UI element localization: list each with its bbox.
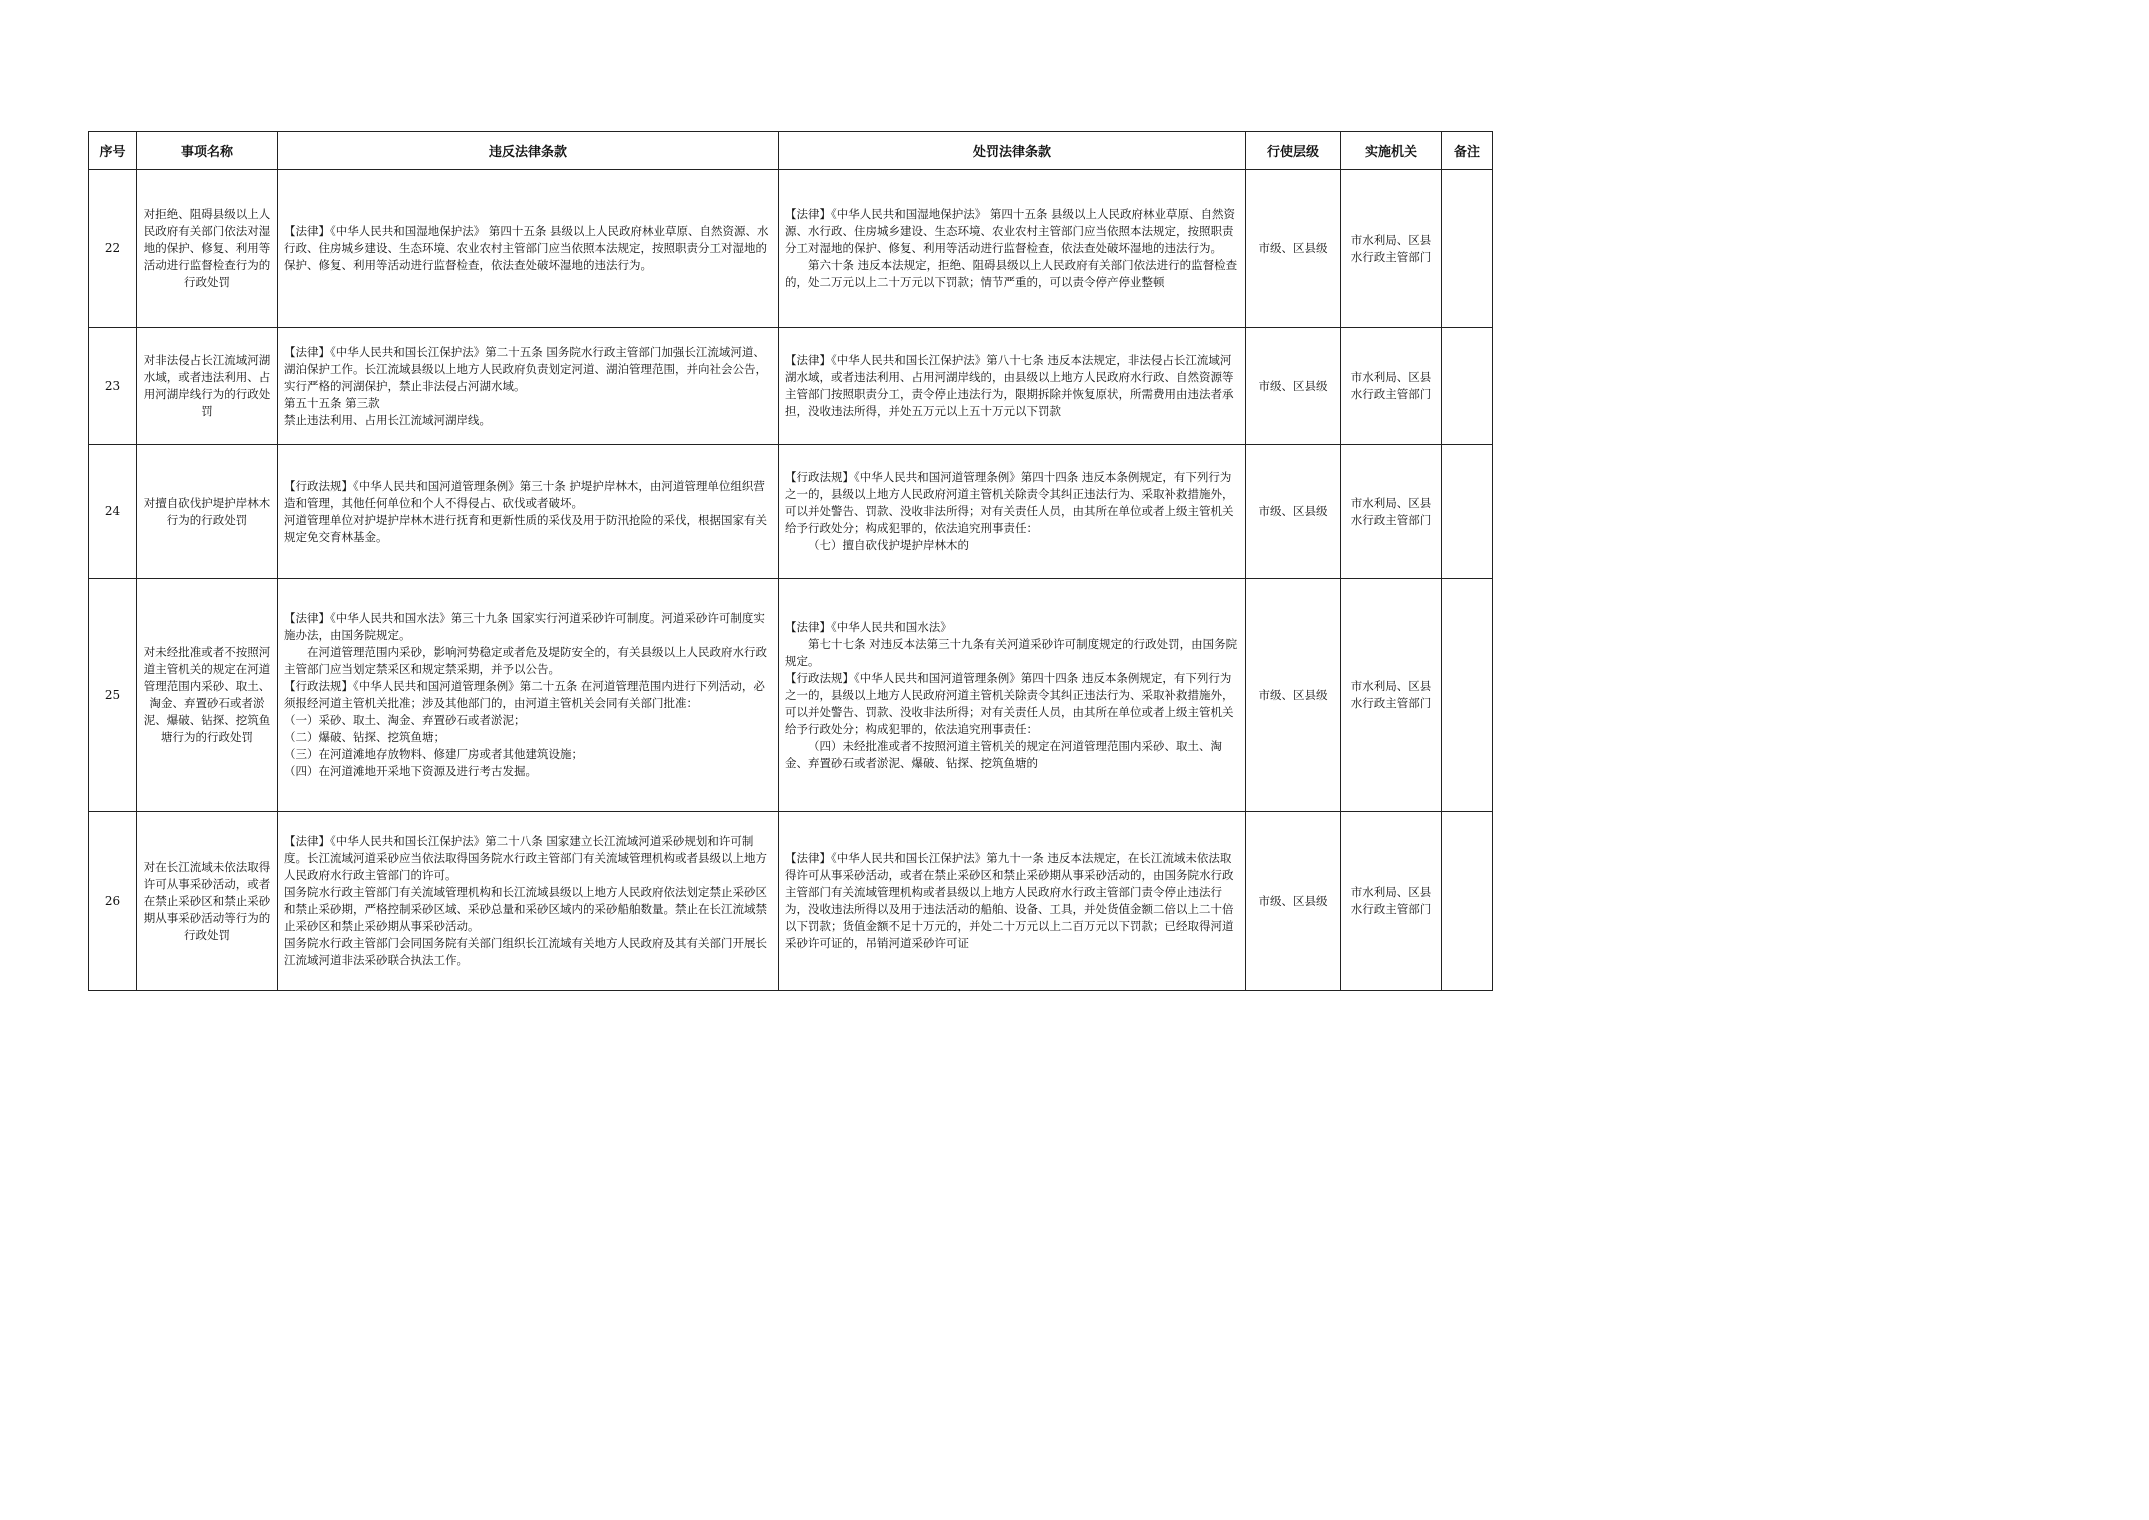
remark-cell (1442, 328, 1493, 445)
penalty-paragraph: （七）擅自砍伐护堤护岸林木的 (808, 538, 969, 552)
violation-paragraph: 第五十五条 第三款 (284, 395, 380, 410)
exercise-level: 市级、区县级 (1246, 812, 1341, 991)
exercise-level: 市级、区县级 (1246, 579, 1341, 812)
penalty-clause (779, 170, 1246, 328)
penalty-paragraph: 第六十条 违反本法规定，拒绝、阻碍县级以上人民政府有关部门依法进行的监督检查的，处二万元以上二十万元以下罚款；情节严重的，可以责令停产停业整顿 (785, 258, 1238, 289)
violation-paragraph: （二）爆破、钻探、挖筑鱼塘； (284, 730, 445, 744)
table-row (89, 170, 1493, 328)
violation-paragraph: 【法律】《中华人民共和国长江保护法》第二十五条 国务院水行政主管部门加强长江流域河道、湖泊保护工作。长江流域县级以上地方人民政府负责划定河道、湖泊管理范围，并向社会公告，实行严格的河湖保护，禁止非法侵占河湖水域。 (284, 344, 767, 393)
row-index: 23 (89, 328, 137, 445)
item-name: 对非法侵占长江流域河湖水域，或者违法利用、占用河湖岸线行为的行政处罚 (137, 328, 278, 445)
penalty-clause (779, 328, 1246, 445)
violation-clause (278, 445, 779, 579)
header-remark: 备注 (1442, 132, 1493, 170)
violation-paragraph: 河道管理单位对护堤护岸林木进行抚育和更新性质的采伐及用于防汛抢险的采伐，根据国家有关规定免交育林基金。 (284, 512, 767, 544)
row-index: 24 (89, 445, 137, 579)
header-penalty: 处罚法律条款 (779, 132, 1246, 170)
violation-paragraph: 【法律】《中华人民共和国水法》第三十九条 国家实行河道采砂许可制度。河道采砂许可制度实施办法，由国务院规定。 (284, 611, 765, 642)
exercise-level: 市级、区县级 (1246, 170, 1341, 328)
implementing-agency: 市水利局、区县水行政主管部门 (1341, 812, 1442, 991)
violation-paragraph: 【法律】《中华人民共和国湿地保护法》 第四十五条 县级以上人民政府林业草原、自然资源、水行政、住房城乡建设、生态环境、农业农村主管部门应当依照本法规定，按照职责分工对湿地的保护、修复、利用等活动进行监督检查，依法查处破坏湿地的违法行为。 (284, 224, 769, 272)
header-name: 事项名称 (137, 132, 278, 170)
violation-paragraph: 【行政法规】《中华人民共和国河道管理条例》第二十五条 在河道管理范围内进行下列活动，必须报经河道主管机关批准；涉及其他部门的，由河道主管机关会同有关部门批准： (284, 679, 765, 710)
implementing-agency: 市水利局、区县水行政主管部门 (1341, 445, 1442, 579)
row-index: 22 (89, 170, 137, 328)
remark-cell (1442, 170, 1493, 328)
violation-paragraph: 【行政法规】《中华人民共和国河道管理条例》第三十条 护堤护岸林木，由河道管理单位组织营造和管理，其他任何单位和个人不得侵占、砍伐或者破坏。 (284, 478, 765, 510)
table-row (89, 812, 1493, 991)
violation-clause (278, 812, 779, 991)
penalty-paragraph: （四）未经批准或者不按照河道主管机关的规定在河道管理范围内采砂、取土、淘金、弃置砂石或者淤泥、爆破、钻探、挖筑鱼塘的 (785, 738, 1222, 770)
violation-paragraph: 【法律】《中华人民共和国长江保护法》第二十八条 国家建立长江流域河道采砂规划和许可制度。长江流域河道采砂应当依法取得国务院水行政主管部门有关流域管理机构或者县级以上地方人民政府水行政主管部门的许可。 (284, 834, 767, 882)
exercise-level: 市级、区县级 (1246, 328, 1341, 445)
remark-cell (1442, 445, 1493, 579)
penalty-paragraph: 【法律】《中华人民共和国长江保护法》第九十一条 违反本法规定，在长江流域未依法取得许可从事采砂活动，或者在禁止采砂区和禁止采砂期从事采砂活动的，由国务院水行政主管部门有关流域管理机构或者县级以上地方人民政府水行政主管部门责令停止违法行为，没收违法所得以及用于违法活动的船舶、设备、工具，并处货值金额二倍以上二十倍以下罚款；货值金额不足十万元的，并处二十万元以上二百万元以下罚款；已经取得河道采砂许可证的，吊销河道采砂许可证 (785, 851, 1234, 950)
item-name: 对擅自砍伐护堤护岸林木行为的行政处罚 (137, 445, 278, 579)
exercise-level: 市级、区县级 (1246, 445, 1341, 579)
row-index: 26 (89, 812, 137, 991)
row-index: 25 (89, 579, 137, 812)
item-name: 对未经批准或者不按照河道主管机关的规定在河道管理范围内采砂、取土、淘金、弃置砂石或者淤泥、爆破、钻探、挖筑鱼塘行为的行政处罚 (137, 579, 278, 812)
violation-clause (278, 170, 779, 328)
table-header-row (89, 132, 1493, 170)
penalty-paragraph: 【法律】《中华人民共和国湿地保护法》 第四十五条 县级以上人民政府林业草原、自然资源、水行政、住房城乡建设、生态环境、农业农村主管部门应当依照本法规定，按照职责分工对湿地的保护、修复、利用等活动进行监督检查，依法查处破坏湿地的违法行为。 (785, 207, 1236, 255)
table-row (89, 579, 1493, 812)
header-violation: 违反法律条款 (278, 132, 779, 170)
violation-paragraph: 在河道管理范围内采砂，影响河势稳定或者危及堤防安全的，有关县级以上人民政府水行政主管部门应当划定禁采区和规定禁采期，并予以公告。 (284, 645, 767, 676)
remark-cell (1442, 579, 1493, 812)
violation-clause (278, 328, 779, 445)
penalty-items-table (88, 131, 1493, 991)
penalty-paragraph: 第七十七条 对违反本法第三十九条有关河道采砂许可制度规定的行政处罚，由国务院规定。 (785, 636, 1238, 668)
header-index: 序号 (89, 132, 137, 170)
penalty-clause (779, 579, 1246, 812)
violation-paragraph: 国务院水行政主管部门有关流域管理机构和长江流域县级以上地方人民政府依法划定禁止采砂区和禁止采砂期，严格控制采砂区域、采砂总量和采砂区域内的采砂船舶数量。禁止在长江流域禁止采砂区和禁止采砂期从事采砂活动。 (284, 885, 767, 933)
penalty-paragraph: 【行政法规】《中华人民共和国河道管理条例》第四十四条 违反本条例规定，有下列行为之一的，县级以上地方人民政府河道主管机关除责令其纠正违法行为、采取补救措施外，可以并处警告、罚款、没收非法所得；对有关责任人员，由其所在单位或者上级主管机关给予行政处分；构成犯罪的，依法追究刑事责任： (785, 670, 1234, 736)
implementing-agency: 市水利局、区县水行政主管部门 (1341, 328, 1442, 445)
violation-paragraph: （三）在河道滩地存放物料、修建厂房或者其他建筑设施； (284, 747, 583, 761)
remark-cell (1442, 812, 1493, 991)
violation-paragraph: （一）采砂、取土、淘金、弃置砂石或者淤泥； (284, 713, 526, 727)
penalty-paragraph: 【行政法规】《中华人民共和国河道管理条例》第四十四条 违反本条例规定，有下列行为之一的，县级以上地方人民政府河道主管机关除责令其纠正违法行为、采取补救措施外，可以并处警告、罚款、没收非法所得；对有关责任人员，由其所在单位或者上级主管机关给予行政处分；构成犯罪的，依法追究刑事责任： (785, 470, 1234, 535)
header-level: 行使层级 (1246, 132, 1341, 170)
penalty-clause (779, 812, 1246, 991)
penalty-paragraph: 【法律】《中华人民共和国长江保护法》第八十七条 违反本法规定，非法侵占长江流域河湖水域，或者违法利用、占用河湖岸线的，由县级以上地方人民政府水行政、自然资源等主管部门按照职责分工，责令停止违法行为，限期拆除并恢复原状，所需费用由违法者承担，没收违法所得，并处五万元以上五十万元以下罚款 (785, 353, 1234, 418)
header-agency: 实施机关 (1341, 132, 1442, 170)
table-row (89, 445, 1493, 579)
violation-paragraph: （四）在河道滩地开采地下资源及进行考古发掘。 (284, 764, 537, 778)
violation-paragraph: 国务院水行政主管部门会同国务院有关部门组织长江流域有关地方人民政府及其有关部门开展长江流域河道非法采砂联合执法工作。 (284, 936, 767, 967)
regulation-table-sheet (88, 131, 1492, 991)
penalty-paragraph: 【法律】《中华人民共和国水法》 (785, 619, 952, 634)
item-name: 对拒绝、阻碍县级以上人民政府有关部门依法对湿地的保护、修复、利用等活动进行监督检查行为的行政处罚 (137, 170, 278, 328)
implementing-agency: 市水利局、区县水行政主管部门 (1341, 579, 1442, 812)
violation-paragraph: 禁止违法利用、占用长江流域河湖岸线。 (284, 412, 491, 427)
table-row (89, 328, 1493, 445)
violation-clause (278, 579, 779, 812)
penalty-clause (779, 445, 1246, 579)
item-name: 对在长江流域未依法取得许可从事采砂活动，或者在禁止采砂区和禁止采砂期从事采砂活动等行为的行政处罚 (137, 812, 278, 991)
implementing-agency: 市水利局、区县水行政主管部门 (1341, 170, 1442, 328)
